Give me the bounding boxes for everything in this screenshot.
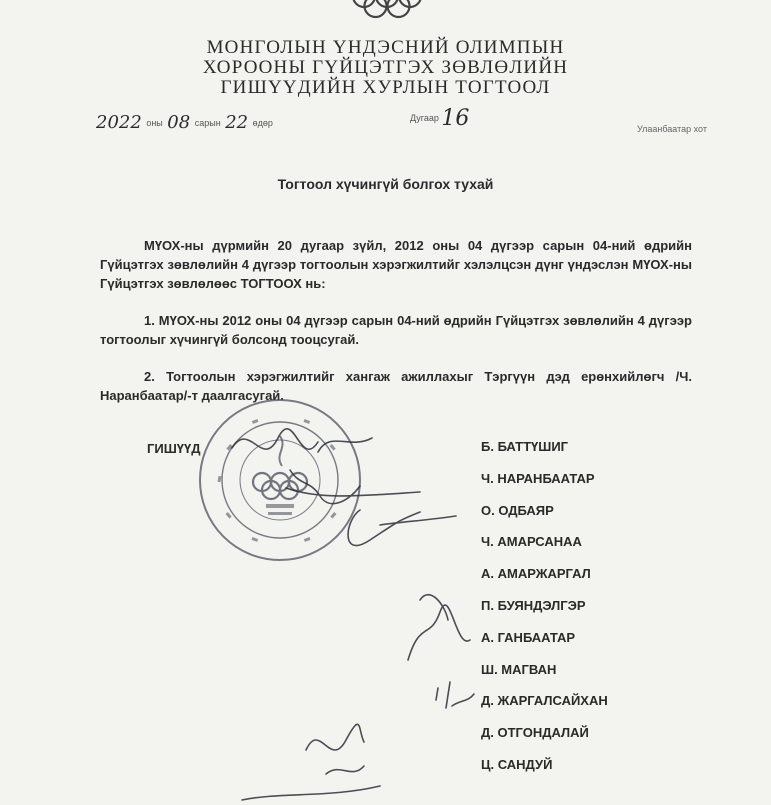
member-name: Ч. НАРАНБААТАР <box>481 470 595 486</box>
date-year: 2022 <box>96 112 142 133</box>
intro-paragraph: МҮОХ-ны дүрмийн 20 дугаар зүйл, 2012 оны 04 дүгээр сарын 04-ний өдрийн Гүйцэтгэх зөвлөлийн 4 дүгээр тогтоолын хэрэгжилтийг хэлэлцсэн дүнг үндэслэн МҮОХ-ны Гүйцэтгэх зөвлөлөөс ТОГТООХ нь: <box>100 238 692 291</box>
city-label: Улаанбаатар хот <box>637 124 707 134</box>
date-month: 08 <box>167 112 191 133</box>
member-name: Ч. АМАРСАНАА <box>481 534 582 550</box>
member-name: О. ОДБАЯР <box>481 502 554 518</box>
number-label: Дугаар <box>410 113 439 123</box>
member-name: А. ГАНБААТАР <box>481 629 576 645</box>
date-month-label: сарын <box>194 118 221 128</box>
resolution-item-1: 1. МҮОХ-ны 2012 оны 04 дүгээр сарын 04-ний өдрийн Гүйцэтгэх зөвлөлийн 4 дүгээр тогтоолыг хүчингүй болсонд тооцсугай. <box>100 313 692 347</box>
member-name: Д. ОТГОНДАЛАЙ <box>481 725 589 741</box>
date-day: 22 <box>225 112 249 133</box>
member-name: Д. ЖАРГАЛСАЙХАН <box>481 693 608 709</box>
org-title-line-1: МОНГОЛЫН ҮНДЭСНИЙ ОЛИМПЫН <box>206 37 565 58</box>
number-value: 16 <box>441 106 470 131</box>
org-title-line-3: ГИШҮҮДИЙН ХУРЛЫН ТОГТООЛ <box>220 77 551 98</box>
member-name: Ш. МАГВАН <box>481 661 557 677</box>
member-name: А. АМАРЖАРГАЛ <box>481 566 591 582</box>
resolution-item-2: 2. Тогтоолын хэрэгжилтийг хангаж ажиллахыг Тэргүүн дэд ерөнхийлөгч /Ч. Наранбаатар/-т даалгасугай. <box>100 369 692 403</box>
resolution-number <box>410 106 469 131</box>
member-name: Ц. САНДУЙ <box>481 756 553 772</box>
member-name: П. БУЯНДЭЛГЭР <box>481 597 586 613</box>
date-field <box>96 112 275 133</box>
member-name: Б. БАТТҮШИГ <box>481 439 569 454</box>
date-day-label: өдөр <box>252 118 273 128</box>
date-year-label: оны <box>146 118 163 128</box>
members-label: ГИШҮҮД <box>147 441 201 456</box>
official-seal <box>196 396 364 564</box>
org-title-line-2: ХОРООНЫ ГҮЙЦЭТГЭХ ЗӨВЛӨЛИЙН <box>202 57 569 78</box>
olympic-rings-logo <box>342 0 432 26</box>
members-list <box>481 437 608 787</box>
organization-title <box>0 38 771 98</box>
document-title: Тогтоол хүчингүй болгох тухай <box>277 176 494 192</box>
